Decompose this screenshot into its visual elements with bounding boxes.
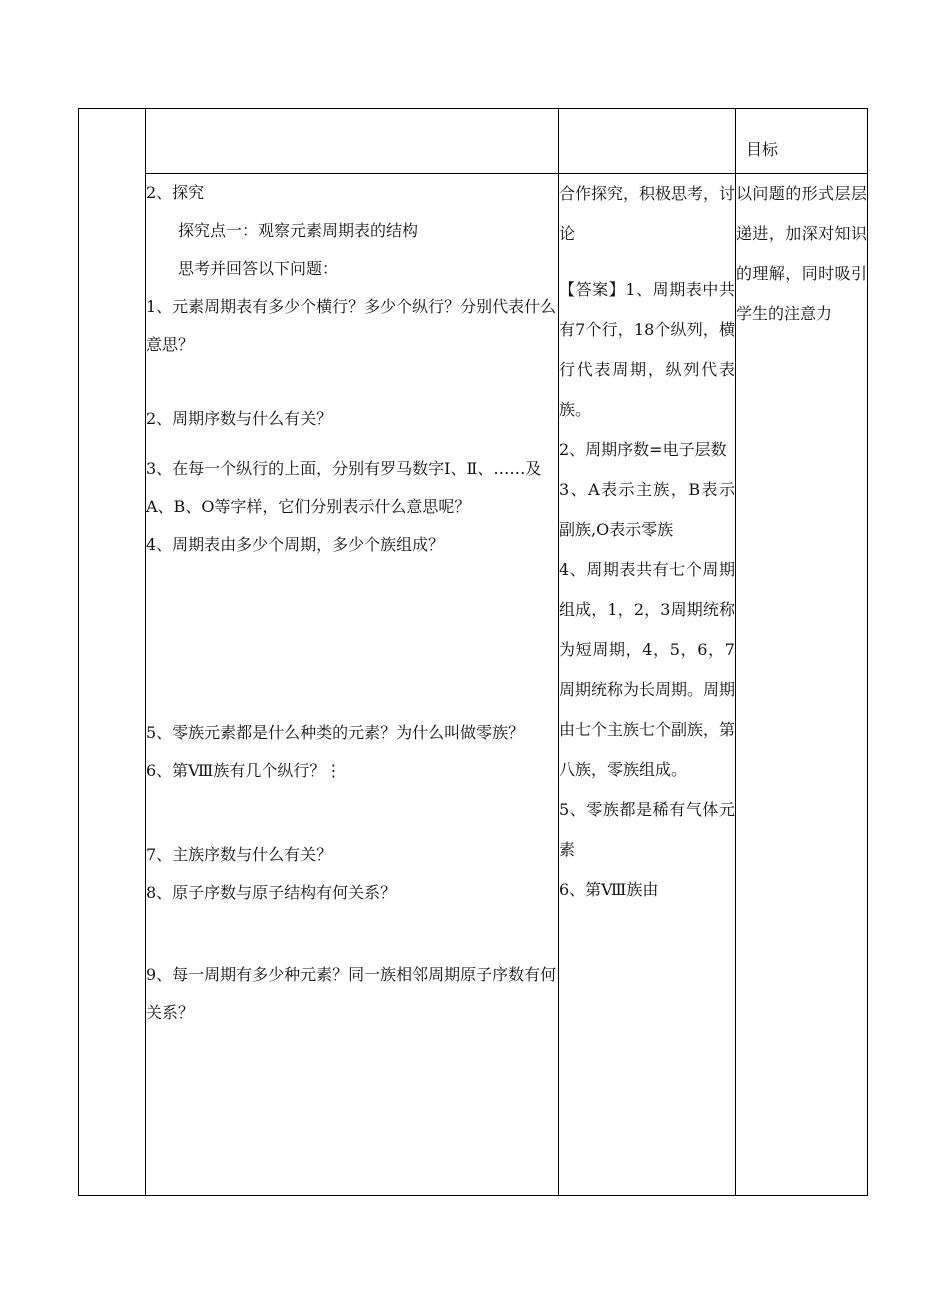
goal-cell: [736, 174, 868, 1196]
questions-cell: [146, 174, 559, 1196]
answer-item: 【答案】1、周期表中共有7个行，18个纵列，横行代表周期，纵列代表族。: [559, 280, 735, 419]
question-item: 8、原子序数与原子结构有何关系？: [146, 883, 397, 902]
inquiry-point-title: 探究点一：观察元素周期表的结构: [178, 221, 419, 240]
lesson-plan-table: [78, 108, 868, 1196]
header-cell-goal: [736, 109, 868, 174]
table-header-row: [79, 109, 868, 174]
table-body-row: [79, 174, 868, 1196]
answer-item: 2、周期序数=电子层数: [559, 440, 727, 459]
question-item: 1、元素周期表有多少个横行？多少个纵行？分别代表什么意思？: [146, 297, 557, 354]
question-item: 9、每一周期有多少种元素？同一族相邻周期原子序数有何关系？: [146, 965, 557, 1022]
question-item: 7、主族序数与什么有关？: [146, 845, 333, 864]
header-cell-activity: [559, 109, 736, 174]
question-item: 3、在每一个纵行的上面，分别有罗马数字Ⅰ、Ⅱ、……及A、B、O等字样，它们分别表示什么意思呢？: [146, 459, 542, 516]
instruction-text: 思考并回答以下问题：: [178, 259, 339, 278]
question-item: 2、周期序数与什么有关？: [146, 409, 333, 428]
goal-text: 以问题的形式层层递进，加深对知识的理解，同时吸引学生的注意力: [736, 184, 867, 323]
student-activity-cell: [559, 174, 736, 1196]
answer-item: 4、周期表共有七个周期组成，1，2，3周期统称为短周期，4，5，6，7周期统称为长周期。周期由七个主族七个副族，第八族，零族组成。: [559, 560, 736, 779]
blank-column-cell: [79, 109, 146, 1196]
answer-item: 5、零族都是稀有气体元素: [559, 800, 735, 859]
question-item: 4、周期表由多少个周期，多少个族组成？: [146, 535, 445, 554]
answer-item: 3、A表示主族，B表示副族,O表示零族: [559, 480, 735, 539]
goal-header-label: 目标: [746, 140, 779, 159]
header-cell-content: [146, 109, 559, 174]
section-title: 2、探究: [146, 183, 205, 202]
activity-intro: 合作探究，积极思考，讨论: [559, 184, 736, 243]
question-item: 5、零族元素都是什么种类的元素？为什么叫做零族？: [146, 723, 525, 742]
answer-item: 6、第Ⅷ族由: [559, 880, 659, 899]
question-item: 6、第Ⅷ族有几个纵行？⋮: [146, 761, 342, 780]
